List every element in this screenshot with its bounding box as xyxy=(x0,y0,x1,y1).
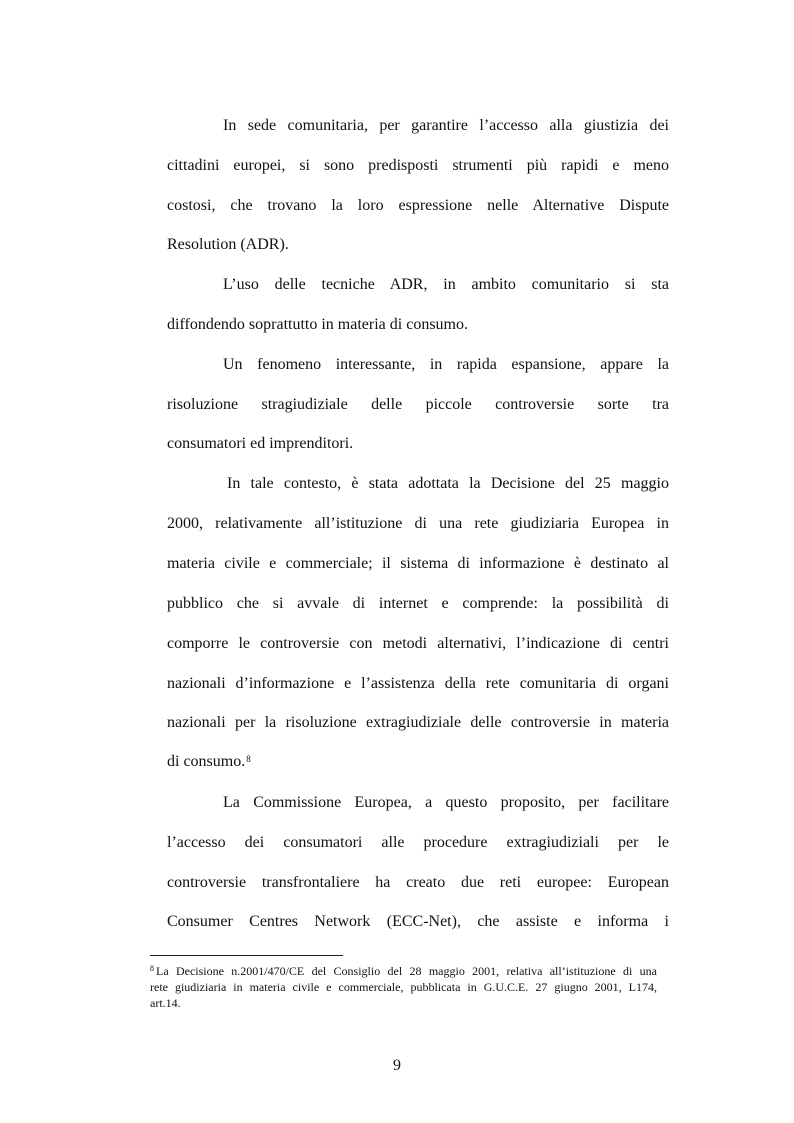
body-line-8: risoluzione stragiudiziale delle piccole controversie sorte tra xyxy=(167,396,669,413)
body-line-19: l’accesso dei consumatori alle procedure extragiudiziali per le xyxy=(167,834,669,851)
page-number: 9 xyxy=(393,1057,401,1074)
footnote-mark: 8 xyxy=(150,964,154,973)
body-line-6: diffondendo soprattutto in materia di consumo. xyxy=(167,316,468,333)
footnote-line-1-text: La Decisione n.2001/470/CE del Consiglio del 28 maggio 2001, relativa all’istituzione di una xyxy=(156,964,657,978)
body-line-16: nazionali per la risoluzione extragiudiziale delle controversie in materia xyxy=(167,714,669,731)
footnote-line-1 xyxy=(150,964,657,980)
footnote-line-2: rete giudiziaria in materia civile e commerciale, pubblicata in G.U.C.E. 27 giugno 2001, L174, xyxy=(150,980,657,994)
body-line-14: comporre le controversie con metodi alternativi, l’indicazione di centri xyxy=(167,635,669,652)
body-line-17 xyxy=(167,752,669,773)
body-line-12: materia civile e commerciale; il sistema di informazione è destinato al xyxy=(167,555,669,572)
body-line-10: In tale contesto, è stata adottata la Decisione del 25 maggio xyxy=(227,475,669,492)
body-line-5: L’uso delle tecniche ADR, in ambito comunitario si sta xyxy=(223,276,669,293)
body-line-17-text: di consumo. xyxy=(167,753,246,770)
body-line-15: nazionali d’informazione e l’assistenza della rete comunitaria di organi xyxy=(167,675,669,692)
body-line-18: La Commissione Europea, a questo proposito, per facilitare xyxy=(223,794,669,811)
footnote-separator xyxy=(150,955,343,956)
body-line-4: Resolution (ADR). xyxy=(167,236,289,253)
body-line-11: 2000, relativamente all’istituzione di una rete giudiziaria Europea in xyxy=(167,515,669,532)
body-line-13: pubblico che si avvale di internet e comprende: la possibilità di xyxy=(167,595,669,612)
body-line-20: controversie transfrontaliere ha creato due reti europee: European xyxy=(167,874,669,891)
body-line-9: consumatori ed imprenditori. xyxy=(167,435,354,452)
footnote-line-3: art.14. xyxy=(150,996,181,1010)
body-line-3: costosi, che trovano la loro espressione nelle Alternative Dispute xyxy=(167,197,669,214)
body-line-2: cittadini europei, si sono predisposti strumenti più rapidi e meno xyxy=(167,157,669,174)
body-line-7: Un fenomeno interessante, in rapida espansione, appare la xyxy=(223,356,669,373)
body-line-21: Consumer Centres Network (ECC-Net), che assiste e informa i xyxy=(167,913,669,930)
body-line-1: In sede comunitaria, per garantire l’accesso alla giustizia dei xyxy=(223,117,669,134)
footnote-reference[interactable]: 8 xyxy=(246,754,251,764)
